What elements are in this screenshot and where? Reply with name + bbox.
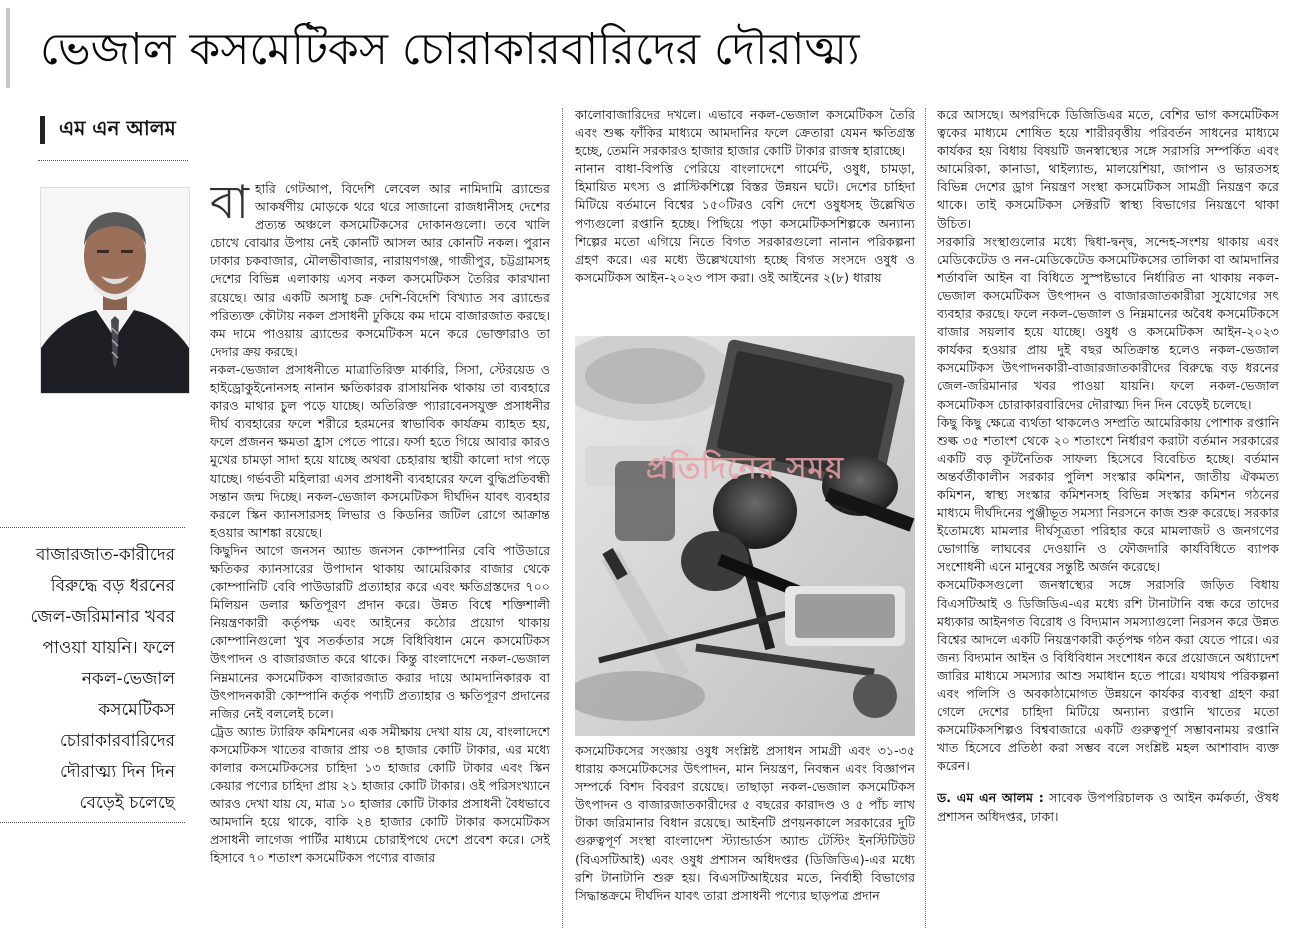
author-portrait-illustration [41, 188, 189, 393]
column-divider [562, 108, 563, 928]
author-photo [40, 187, 190, 394]
column-divider [925, 108, 926, 928]
headline: ভেজাল কসমেটিকস চোরাকারবারিদের দৌরাত্ম্য [40, 24, 860, 75]
headline-area [0, 0, 1309, 95]
paragraph: কসমেটিকসগুলো জনস্বাস্থ্যের সঙ্গে সরাসরি জড়িত বিধায় বিএসটিআই ও ডিজিডিএ-এর মধ্যে রশি টানাটানি বন্ধ করে তাদের মধ্যকার আইনগত বিরোধ ও বিদ্যমান সমস্যাগুলো নিরসন করে উন্নত বিশ্বের আদলে একটি নিয়ন্ত্রণকারী কর্তৃপক্ষ গঠন করা যেতে পারে। এর জন্য বিদ্যমান আইন ও বিধিবিধান সংশোধন করে প্রয়োজনে অধ্যাদেশ জারির মাধ্যমে সমস্যার আশু সমাধান হতে পারে। যথাযথ পরিকল্পনা এবং পলিসি ও অবকাঠামোগত উন্নয়নে কার্যকর ব্যবস্থা গ্রহণ করা গেলে দেশের চাহিদা মিটিয়ে অন্যান্য রপ্তানি খাতের মতো কসমেটিকসশিল্পও বিশ্ববাজারে একটি গুরুত্বপূর্ণ সম্ভাবনাময় রপ্তানি খাত হিসেবে প্রতিষ্ঠা করা সম্ভব বলে সংশ্লিষ্ট মহল আশাবাদ ব্যক্ত করেন। [937, 577, 1279, 774]
column-2-bottom [575, 742, 915, 932]
column-3 [937, 106, 1279, 936]
author-note-name: ড. এম এন আলম : [937, 790, 1044, 806]
drop-cap: বা [210, 180, 249, 229]
pullquote-rule-top [0, 527, 185, 528]
paragraph: নকল-ভেজাল প্রসাধনীতে মাত্রাতিরিক্ত মার্কারি, সিসা, স্টেরয়েড ও হাইড্রোকুইনোনসহ নানান ক্ষতিকারক রাসায়নিক থাকায় তা ব্যবহারে কারও মাথার চুল পড়ে যাচ্ছে। অতিরিক্ত প্যারাবেনসযুক্ত প্রসাধনীর দীর্ঘ ব্যবহারের ফলে শরীরে হরমনের স্বাভাবিক কার্যক্রম ব্যাহত হয়, ফলে প্রজনন ক্ষমতা হ্রাস পেতে পারে। ফর্সা হতে গিয়ে আবার কারও মুখের চামড়া সাদা হয়ে যাচ্ছে অথবা চেহারায় স্থায়ী কালো দাগ পড়ে যাচ্ছে। গর্ভবতী মহিলারা এসব প্রসাধনী ব্যবহারের ফলে বুদ্ধিপ্রতিবন্ধী সন্তান জন্ম দিচ্ছে। নকল-ভেজাল কসমেটিকস দীর্ঘদিন যাবৎ ব্যবহার করলে স্কিন ক্যানসারসহ লিভার ও কিডনির জটিল রোগে আক্রান্ত হওয়ার আশঙ্কা রয়েছে। [210, 361, 550, 540]
author-note [937, 789, 1279, 825]
watermark: প্রতিদিনের সময় [646, 451, 844, 486]
edge-mark [6, 8, 10, 88]
cosmetics-photo [575, 336, 915, 736]
paragraph: নানান বাধা-বিপত্তি পেরিয়ে বাংলাদেশে গার্মেন্ট, ওষুধ, চামড়া, হিমায়িত মৎস্য ও প্লাস্টিকশিল্পে বিস্তর উন্নয়ন ঘটে। দেশের চাহিদা মিটিয়ে বর্তমানে বিশ্বের ১৫০টিরও বেশি দেশে ওষুধসহ উল্লেখিত পণ্যগুলো রপ্তানি হচ্ছে। পিছিয়ে পড়া কসমেটিকসশিল্পকে অন্যান্য শিল্পের মতো এগিয়ে নিতে বিগত সরকারগুলো নানান পরিকল্পনা গ্রহণ করে। এর মধ্যে উল্লেখযোগ্য হচ্ছে বিগত সংসদে ওষুধ ও কসমেটিকস আইন-২০২৩ পাস করা। ওই আইনের ২(৮) ধারায় [575, 161, 915, 285]
paragraph: ট্রেড অ্যান্ড ট্যারিফ কমিশনের এক সমীক্ষায় দেখা যায় যে, বাংলাদেশে কসমেটিকস খাতের বাজার প্রায় ৩৪ হাজার কোটি টাকার, এর মধ্যে কালার কসমেটিকসের চাহিদা ১৩ হাজার কোটি টাকার এবং স্কিন কেয়ার পণ্যের চাহিদা প্রায় ২১ হাজার কোটি টাকার। ওই পরিসংখ্যানে আরও দেখা যায় যে, মাত্র ১০ হাজার কোটি টাকার প্রসাধনী বৈধভাবে আমদানি হয়ে থাকে, বাকি ২৪ হাজার কোটি টাকার কসমেটিকস প্রসাধনী লাগেজ পার্টির মাধ্যমে চোরাইপথে দেশে প্রবেশ করে। সেই হিসাবে ৭০ শতাংশ কসমেটিকস পণ্যের বাজার [210, 723, 550, 866]
column-1 [210, 180, 550, 932]
paragraph: হারি গেটআপ, বিদেশি লেবেল আর নামিদামি ব্র্যান্ডের আকর্ষণীয় মোড়কে থরে থরে সাজানো রাজধানীসহ দেশের প্রত্যন্ত অঞ্চলে কসমেটিকসের দোকানগুলো। তবে খালি চোখে বোঝার উপায় নেই কোনটি আসল আর কোনটি নকল। পুরান ঢাকার চকবাজার, মৌলভীবাজার, নারায়ণগঞ্জ, গাজীপুর, চট্টগ্রামসহ দেশের বিভিন্ন এলাকায় এসব নকল কসমেটিকস তৈরির কারখানা রয়েছে। আর একটি অসাধু চক্র দেশি-বিদেশি বিখ্যাত সব ব্র্যান্ডের পরিত্যক্ত কৌটায় নকল প্রসাধনী ঢুকিয়ে কম দামে বাজারজাত করছে। কম দামে পাওয়ায় ব্র্যান্ডের কসমেটিকস মনে করে ভোক্তারাও তা দেদার ক্রয় করছে। [210, 181, 550, 359]
byline [40, 114, 176, 146]
paragraph: সরকারি সংস্থাগুলোর মধ্যে দ্বিধা-দ্বন্দ্ব, সন্দেহ-সংশয় থাকায় এবং মেডিকেটেড ও নন-মেডিকেটেড কসমেটিকসের তালিকা বা আমদানির শর্তাবলি আইন বা বিধিতে সুস্পষ্টভাবে নির্ধারিত না থাকায় নকল-ভেজাল কসমেটিকস উৎপাদন ও বাজারজাতকারীরা সুযোগের সৎ ব্যবহার করছে। ফলে নকল-ভেজাল ও নিম্নমানের অবৈধ কসমেটিকসে বাজার সয়লাব হয়ে যাচ্ছে। ওষুধ ও কসমেটিকস আইন-২০২৩ কার্যকর হওয়ার প্রায় দুই বছর অতিক্রান্ত হলেও নকল-ভেজাল কসমেটিকস উৎপাদনকারী-বাজারজাতকারীদের বিরুদ্ধে বড় ধরনের জেল-জরিমানার খবর পাওয়া যায়নি। ফলে নকল-ভেজাল কসমেটিকস চোরাকারবারিদের দৌরাত্ম্য দিন দিন বেড়েই চলেছে। [937, 233, 1279, 412]
cosmetics-brushes-illustration [575, 336, 915, 736]
paragraph: কিছু কিছু ক্ষেত্রে ব্যর্থতা থাকলেও সম্প্রতি আমেরিকায় পোশাক রপ্তানি শুল্ক ৩৫ শতাংশ থেকে ২০ শতাংশে নির্ধারণ করাটা বর্তমান সরকারের একটি বড় কূটনৈতিক সাফল্য হিসেবে বিবেচিত হচ্ছে। বর্তমান অন্তর্বর্তীকালীন সরকার পুলিশ সংস্কার কমিশন, জাতীয় ঐকমত্য কমিশন, স্বাস্থ্য সংস্কার কমিশনসহ বিভিন্ন সংস্কার কমিশন গঠনের মাধ্যমে দীর্ঘদিনের পুঞ্জীভূত সমস্যা নিরসনে কাজ শুরু করেছে। সরকার ইতোমধ্যে মামলার দীর্ঘসূত্রতা পরিহার করে মামলাজট ও জনগণের ভোগান্তি লাঘবের দেওয়ানি ও ফৌজদারি কার্যবিধিতে ব্যাপক সংশোধনী এনে মানুষের সন্তুষ্টি অর্জন করেছে। [937, 414, 1279, 575]
byline-bar [40, 116, 45, 144]
column-2-top [575, 106, 915, 328]
paragraph: কিছুদিন আগে জনসন অ্যান্ড জনসন কোম্পানির বেবি পাউডারে ক্ষতিকর ক্যানসারের উপাদান থাকায় আমেরিকার বাজার থেকে কোম্পানিটি বেবি পাউডারটি প্রত্যাহার করে এবং ক্ষতিগ্রস্তদের ৭০০ মিলিয়ন ডলার ক্ষতিপূরণ প্রদান করে। উন্নত বিশ্বে শক্তিশালী নিয়ন্ত্রণকারী কর্তৃপক্ষ এবং আইনের কঠোর প্রয়োগ থাকায় কোম্পানিগুলো খুব সতর্কতার সঙ্গে বিধিবিধান মেনে কসমেটিকস উৎপাদন ও বাজারজাত করে থাকে। কিন্তু বাংলাদেশে নকল-ভেজাল নিম্নমানের কসমেটিকস বাজারজাত করার দায়ে আমদানিকারক বা উৎপাদনকারী কোম্পানি কর্তৃক পণ্যটি প্রত্যাহার ও ক্ষতিপূরণ প্রদানের নজির নেই বললেই চলে। [210, 542, 550, 721]
pullquote-rule-bottom [0, 822, 185, 823]
byline-author: এম এন আলম [59, 115, 176, 140]
paragraph: কসমেটিকসের সংজ্ঞায় ওষুধ সংশ্লিষ্ট প্রসাধন সামগ্রী এবং ৩১-৩৫ ধারায় কসমেটিকসের উৎপাদন, মান নিয়ন্ত্রণ, নিবন্ধন এবং বিজ্ঞাপন সম্পর্কে বিশদ বিবরণ রয়েছে। তাছাড়া নকল-ভেজাল কসমেটিকস উৎপাদন ও বাজারজাতকারীদের ৫ বছরের কারাদণ্ড ও ৫ পাঁচ লাখ টাকা জরিমানার বিধান রয়েছে। আইনটি প্রণয়নকালে সরকারের দুটি গুরুত্বপূর্ণ সংস্থা বাংলাদেশ স্ট্যান্ডার্ডস অ্যান্ড টেস্টিং ইনস্টিটিউট (বিএসটিআই) এবং ওষুধ প্রশাসন অধিদপ্তর (ডিজিডিএ)-এর মধ্যে রশি টানাটানি শুরু হয়। বিএসটিআইয়ের মতে, নির্বাহী বিভাগের সিদ্ধান্তক্রমে দীর্ঘদিন যাবৎ তারা প্রসাধনী পণ্যের ছাড়পত্র প্রদান [575, 743, 915, 903]
author-note-desc: সাবেক উপপরিচালক ও আইন কর্মকর্তা, ঔষধ প্রশাসন অধিদপ্তর, ঢাকা। [937, 790, 1279, 824]
pull-quote: বাজারজাত-কারীদের বিরুদ্ধে বড় ধরনের জেল-জরিমানার খবর পাওয়া যায়নি। ফলে নকল-ভেজাল কসমেটিকস চোরাকারবারিদের দৌরাত্ম্য দিন দিন বেড়েই চলেছে [30, 545, 175, 813]
paragraph: কালোবাজারিদের দখলে। এভাবে নকল-ভেজাল কসমেটিকস তৈরি এবং শুল্ক ফাঁকির মাধ্যমে আমদানির ফলে ক্রেতারা যেমন ক্ষতিগ্রস্ত হচ্ছে, তেমনি সরকারও হাজার হাজার কোটি টাকার রাজস্ব হারাচ্ছে। [575, 107, 915, 159]
paragraph: করে আসছে। অপরদিকে ডিজিডিএর মতে, বেশির ভাগ কসমেটিকস ত্বকের মাধ্যমে শোষিত হয়ে শারীরবৃত্তীয় পরিবর্তন সাধনের মাধ্যমে কার্যকর হয় বিধায় বিষয়টি জনস্বাস্থ্যের সঙ্গে সরাসরি সম্পর্কিত এবং আমেরিকা, কানাডা, থাইল্যান্ড, মালয়েশিয়া, জাপান ও ভারতসহ বিভিন্ন দেশের ড্রাগ নিয়ন্ত্রণ সংস্থা কসমেটিকস সামগ্রী নিয়ন্ত্রণ করে থাকে। তাই কসমেটিকস সেক্টরটি স্বাস্থ্য বিভাগের নিয়ন্ত্রণে থাকা উচিত। [937, 107, 1279, 231]
byline-divider [38, 160, 188, 161]
